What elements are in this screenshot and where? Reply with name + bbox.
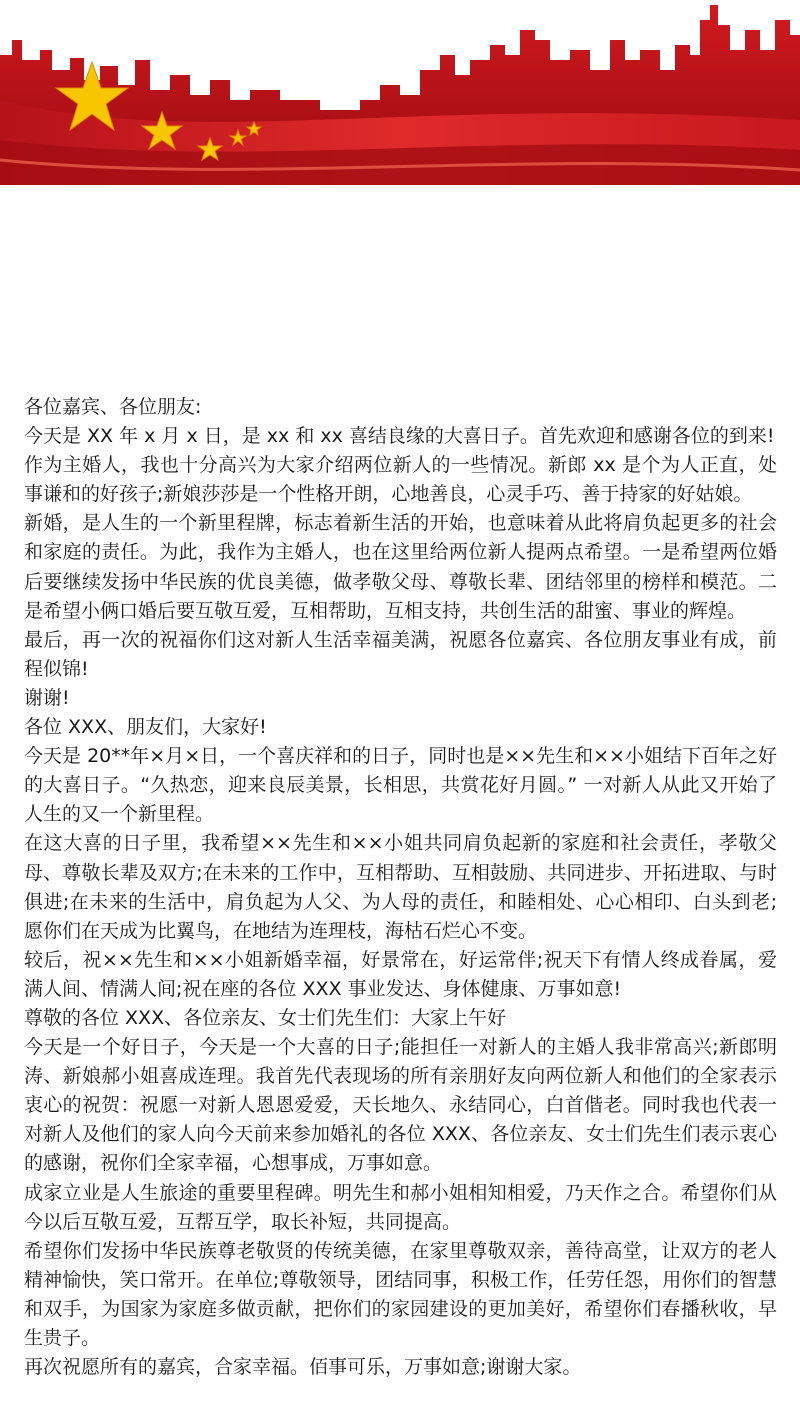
paragraph: 谢谢!: [24, 686, 70, 709]
paragraph: 新婚，是人生的一个新里程牌，标志着新生活的开始，也意味着从此将肩负起更多的社会和家庭的责任。为此，我作为主婚人，也在这里给两位新人提两点希望。一是希望两位婚后要继续发扬中华民族的优良美德，做孝敬父母、尊敬长辈、团结邻里的榜样和模范。二是希望小俩口婚后要互敬互爱，互相帮助，互相支持，共创生活的甜蜜、事业的辉煌。: [24, 512, 777, 622]
paragraph: 在这大喜的日子里，我希望××先生和××小姐共同肩负起新的家庭和社会责任，孝敬父母、尊敬长辈及双方;在未来的工作中，互相帮助、互相鼓励、共同进步、开拓进取、与时俱进;在未来的生活中，肩负起为人父、为人母的责任，和睦相处、心心相印、白头到老;愿你们在天成为比翼鸟，在地结为连理枝，海枯石烂心不变。: [24, 832, 777, 942]
speech-document: [24, 393, 777, 1382]
city-skyline-icon: [0, 5, 800, 130]
paragraph: 成家立业是人生旅途的重要里程碑。明先生和郝小姐相知相爱，乃天作之合。希望你们从今以后互敬互爱，互帮互学，取长补短，共同提高。: [24, 1181, 777, 1233]
paragraph: 今天是 20**年×月×日，一个喜庆祥和的日子，同时也是××先生和××小姐结下百年之好的大喜日子。“久热恋，迎来良辰美景，长相思，共赏花好月圆。” 一对新人从此又开始了人生的又一个新里程。: [24, 745, 777, 826]
paragraph: 较后，祝××先生和××小姐新婚幸福，好景常在，好运常伴;祝天下有情人终成眷属，爱满人间、情满人间;祝在座的各位 XXX 事业发达、身体健康、万事如意!: [24, 948, 777, 1000]
paragraph-greeting: 各位 XXX、朋友们，大家好!: [24, 716, 267, 739]
paragraph: 今天是一个好日子，今天是一个大喜的日子;能担任一对新人的主婚人我非常高兴;新郎明涛、新娘郝小姐喜成连理。我首先代表现场的所有亲朋好友向两位新人和他们的全家表示衷心的祝贺：祝愿一对新人恩恩爱爱，天长地久、永结同心，白首偕老。同时我也代表一对新人及他们的家人向今天前来参加婚礼的各位 XXX、各位亲友、女士们先生们表示衷心的感谢，祝你们全家幸福，心想事成，万事如意。: [24, 1036, 777, 1175]
paragraph: 今天是 XX 年 x 月 x 日，是 xx 和 xx 喜结良缘的大喜日子。首先欢迎和感谢各位的到来!: [24, 425, 775, 448]
paragraph: 希望你们发扬中华民族尊老敬贤的传统美德，在家里尊敬双亲，善待高堂，让双方的老人精神愉快，笑口常开。在单位;尊敬领导，团结同事，积极工作，任劳任怨，用你们的智慧和双手，为国家为家庭多做贡献，把你们的家园建设的更加美好，希望你们春播秋收，早生贵子。: [24, 1239, 777, 1349]
paragraph: 作为主婚人，我也十分高兴为大家介绍两位新人的一些情况。新郎 xx 是个为人正直，处事谦和的好孩子;新娘莎莎是一个性格开朗，心地善良，心灵手巧、善于持家的好姑娘。: [24, 454, 777, 506]
red-skyline-banner: [0, 0, 800, 185]
paragraph-greeting: 尊敬的各位 XXX、各位亲友、女士们先生们：大家上午好: [24, 1006, 507, 1029]
paragraph-greeting: 各位嘉宾、各位朋友:: [24, 396, 202, 418]
paragraph: 最后，再一次的祝福你们这对新人生活幸福美满，祝愿各位嘉宾、各位朋友事业有成，前程似锦!: [24, 628, 777, 680]
paragraph: 再次祝愿所有的嘉宾，合家幸福。佰事可乐，万事如意;谢谢大家。: [24, 1356, 582, 1379]
